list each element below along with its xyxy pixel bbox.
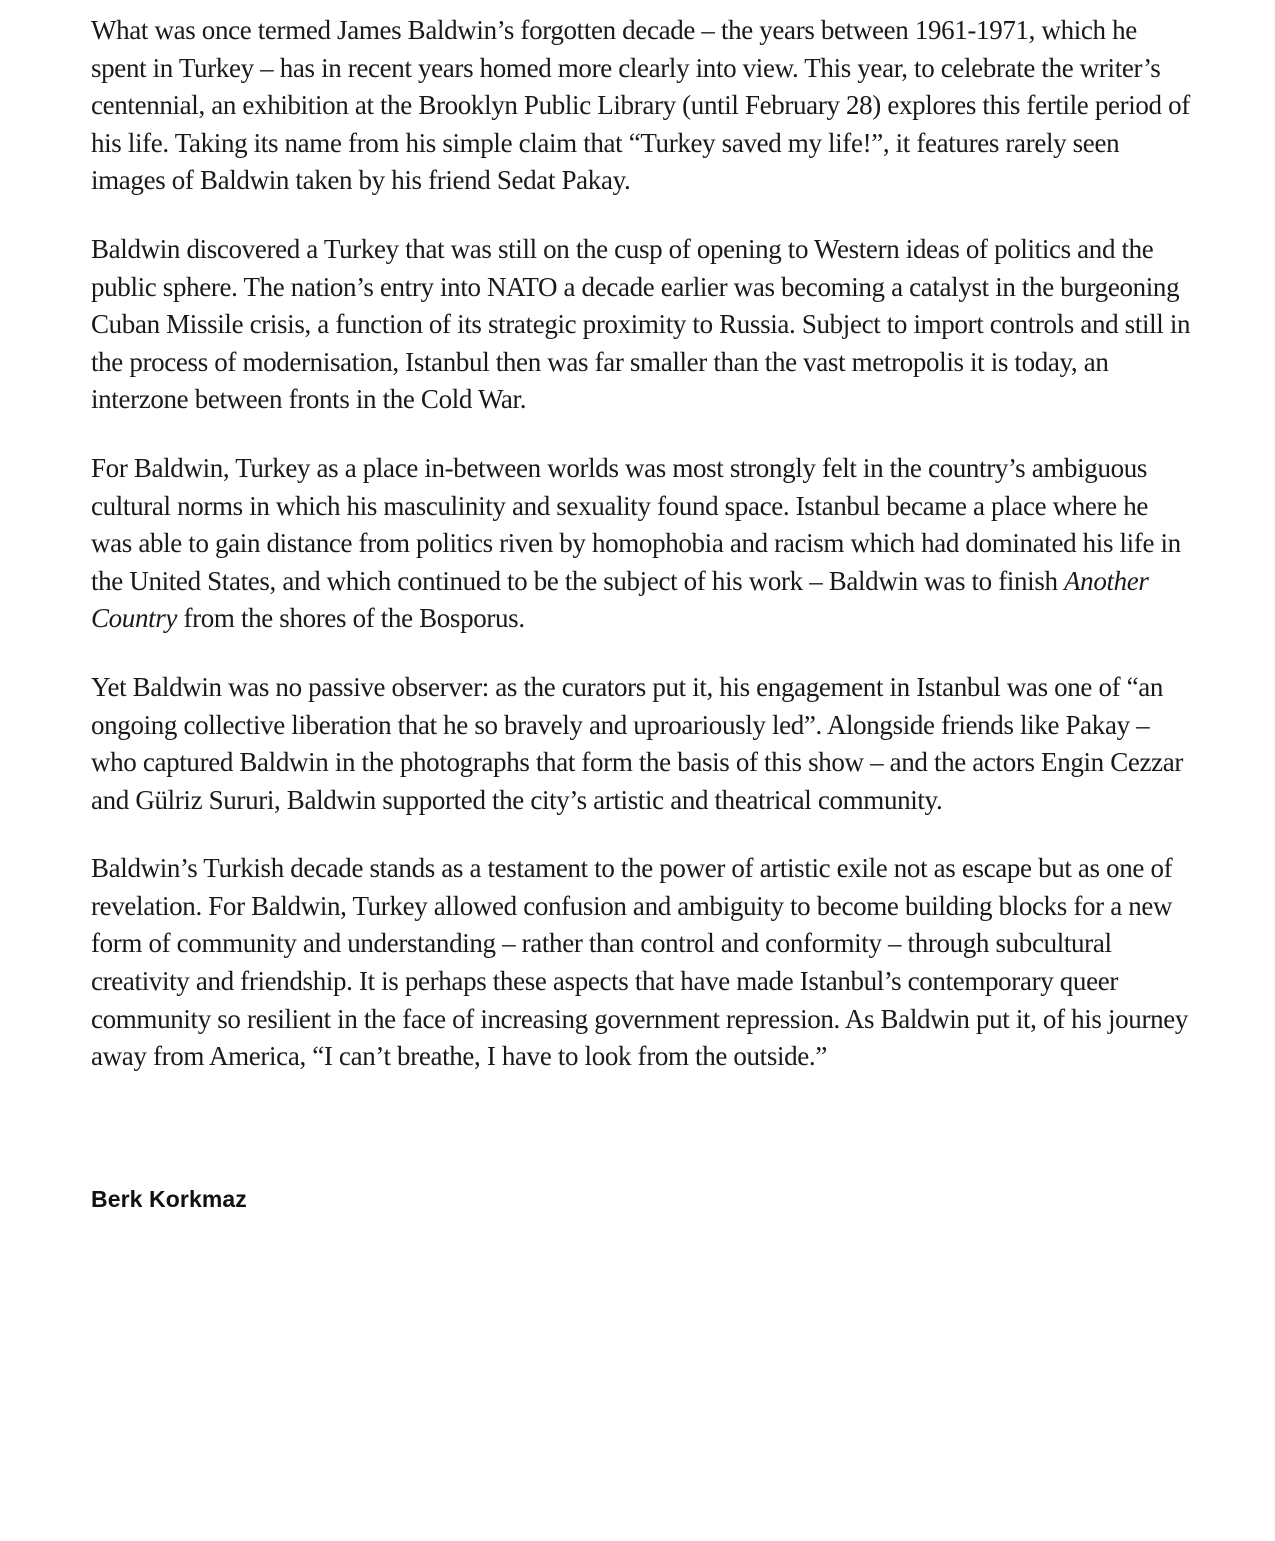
- article-body: [91, 12, 1191, 1107]
- article-paragraph-5: Baldwin’s Turkish decade stands as a testament to the power of artistic exile not as escape but as one of revelation. For Baldwin, Turkey allowed confusion and ambiguity to become building blocks for a new form of community and understanding – rather than control and conformity – through subcultural creativity and friendship. It is perhaps these aspects that have made Istanbul’s contemporary queer community so resilient in the face of increasing government repression. As Baldwin put it, of his journey away from America, “I can’t breathe, I have to look from the outside.”: [91, 853, 1189, 1072]
- book-title-another-country: Another Country: [91, 565, 1149, 634]
- paragraph-3-text-after: from the shores of the Bosporus.: [177, 603, 525, 634]
- article-paragraph-1: What was once termed James Baldwin’s forgotten decade – the years between 1961-1971, which he spent in Turkey – has in recent years homed more clearly into view. This year, to celebrate the writer’s centennial, an exhibition at the Brooklyn Public Library (until February 28) explores this fertile period of his life. Taking its name from his simple claim that “Turkey saved my life!”, it features rarely seen images of Baldwin taken by his friend Sedat Pakay.: [91, 15, 1190, 196]
- author-byline: Berk Korkmaz: [91, 1186, 247, 1212]
- article-paragraph-4: Yet Baldwin was no passive observer: as the curators put it, his engagement in Istanbul was one of “an ongoing collective liberation that he so bravely and uproariously led”. Alongside friends like Pakay – who captured Baldwin in the photographs that form the basis of this show – and the actors Engin Cezzar and Gülriz Sururi, Baldwin supported the city’s artistic and theatrical community.: [91, 671, 1184, 815]
- article-paragraph-2: Baldwin discovered a Turkey that was still on the cusp of opening to Western ideas of politics and the public sphere. The nation’s entry into NATO a decade earlier was becoming a catalyst in the burgeoning Cuban Missile crisis, a function of its strategic proximity to Russia. Subject to import controls and still in the process of modernisation, Istanbul then was far smaller than the vast metropolis it is today, an interzone between fronts in the Cold War.: [91, 233, 1191, 415]
- article-paragraph-3: [91, 450, 1191, 638]
- paragraph-3-text-before: For Baldwin, Turkey as a place in-between worlds was most strongly felt in the country’s ambiguous cultural norms in which his masculinity and sexuality found space. Istanbul became a place where he was able to gain distance from politics riven by homophobia and racism which had dominated his life in the United States, and which continued to be the subject of his work – Baldwin was to finish: [91, 452, 1181, 596]
